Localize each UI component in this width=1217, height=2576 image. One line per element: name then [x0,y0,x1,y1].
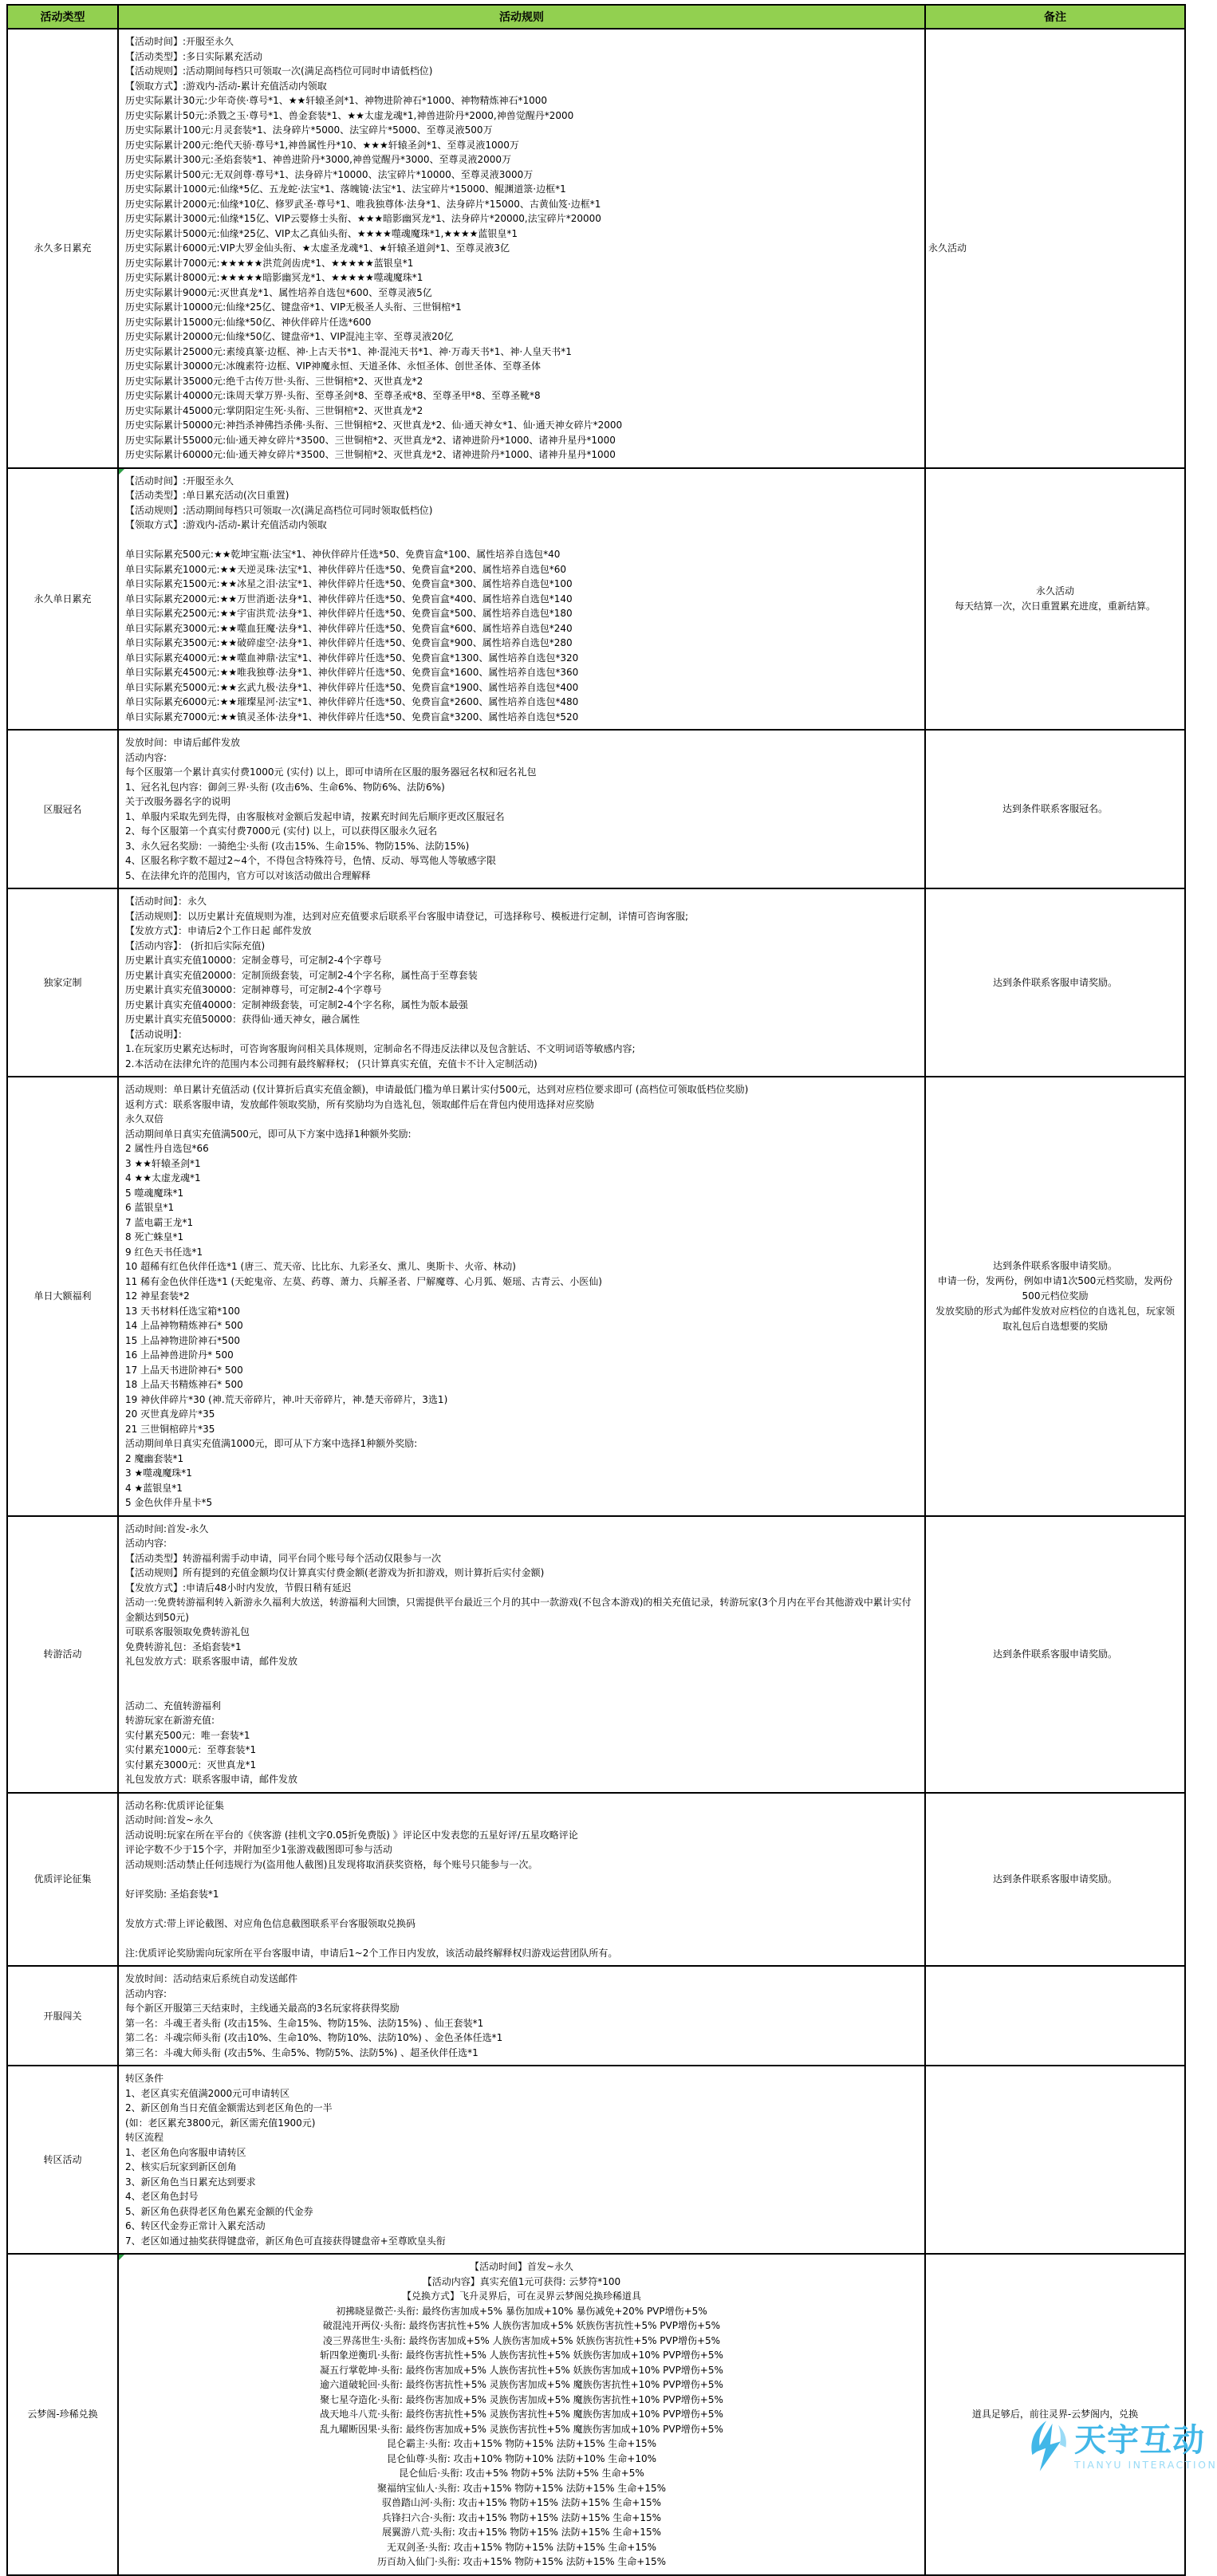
rule-line: 历史实际累计500元:无双剑尊·尊号*1、法身碎片*10000、法宝碎片*10000、至尊灵液3000万 [125,168,534,180]
activity-table-body [7,29,1185,2575]
rule-line: 活动期间单日真实充值满1000元，即可从下方案中选择1种额外奖励: [125,1438,418,1449]
rule-line: 历史实际累计200元:绝代天骄·尊号*1,神兽属性丹*10、★★★轩辕圣剑*1、至尊灵液1000万 [125,139,519,151]
activity-rules-cell-yongjiu-danri-leichong [118,468,925,731]
rule-line: 历史实际累计300元:圣焰套装*1、神兽进阶丹*3000,神兽觉醒丹*3000、至尊灵液2000万 [125,154,512,165]
rule-line: 4 ★★太虚龙魂*1 [125,1172,201,1184]
activity-rules-cell-danri-dae-fuli [118,1077,925,1516]
rule-line: 历史实际累计3000元:仙缘*15亿、VIP云婴修士头衔、★★★暗影幽冥龙*1、法身碎片*20000,法宝碎片*20000 [125,213,601,224]
rule-line: 单日实际累充4000元:★★噬血神鼎·法宝*1、神伙伴碎片任选*50、免费盲盒*1300、属性培养自选包*320 [125,652,579,664]
rule-line: 【活动时间】:开服至永久 [125,475,234,486]
rule-line: 活动时间:首发~永久 [125,1814,214,1826]
remark-cell-yongjiu-duori-leichong [925,29,1185,468]
rule-line: 历史实际累计25000元:素绫真篆·边框、神·上古天书*1、神·混沌天书*1、神·万毒天书*1、神·人皇天书*1 [125,345,572,357]
rule-line: 历史实际累计2000元:仙缘*10亿、修罗武圣·尊号*1、唯我独尊体·法身*1、法身碎片*15000、古黄仙笈·边框*1 [125,198,601,210]
remark-line: 永久活动 [1035,585,1074,597]
rule-line: 6 蓝银皇*1 [125,1202,175,1213]
rule-line: (如：老区累充3800元，新区需充值1900元) [125,2117,316,2129]
rule-line: 活动内容: [125,1987,167,1999]
rule-line: 2 魔幽套装*1 [125,1452,184,1464]
rule-line: 2.本活动在法律允许的范围内本公司拥有最终解释权； (只计算真实充值，充值卡不计入定制活动) [125,1058,538,1069]
rule-line: 活动时间:首发-永久 [125,1522,209,1534]
table-row-danri-dae-fuli [7,1077,1185,1516]
remark-line: 达到条件联系客服申请奖励。 [992,1259,1117,1271]
rule-line: 8 死亡蛛皇*1 [125,1231,184,1243]
rule-line: 17 上品天书进阶神石* 500 [125,1364,243,1376]
rule-line: 好评奖励: 圣焰套装*1 [125,1888,219,1900]
rule-line: 活动二、充值转游福利 [125,1700,222,1711]
rule-line: 初拂晓显微芒·头衔: 最终伤害加成+5% 暴伤加成+10% 暴伤减免+20% PVP增伤+5% [336,2305,707,2317]
rule-line: 每个新区开服第三天结束时，主线通关最高的3名玩家将获得奖励 [125,2003,400,2014]
rule-line: 历史实际累计1000元:仙缘*5亿、五龙蛇·法宝*1、落魄镜·法宝*1、法宝碎片*15000、鲲渊道箓·边框*1 [125,183,566,195]
header-row [7,5,1185,29]
rule-line: 聚七星夺造化·头衔: 最终伤害加成+5% 灵族伤害加成+5% 魔族伤害抗性+10% PVP增伤+5% [320,2393,723,2405]
activity-type-label-zhuanyou-huodong: 转游活动 [7,1516,118,1793]
rule-line: 【活动时间】:开服至永久 [125,36,234,47]
remark-line: 达到条件联系客服申请奖励。 [992,1873,1117,1885]
cell-comment-marker [119,2255,124,2260]
remark-line: 道具足够后，前往灵界-云梦阁内，兑换 [971,2408,1139,2420]
rule-line: 活动期间单日真实充值满500元，即可从下方案中选择1种额外奖励: [125,1128,412,1140]
rule-line: 第一名：斗魂王者头衔 (攻击15%、生命15%、物防15%、法防15%) 、仙王套装*1 [125,2017,484,2029]
table-row-zhuanyou-huodong [7,1516,1185,1793]
activity-type-label-yongjiu-duori-leichong: 永久多日累充 [7,29,118,468]
rule-line: 历史实际累计30000元:冰魄素符·边框、VIP神魔永恒、天道圣体、永恒圣体、创世圣体、至尊圣体 [125,360,542,372]
table-row-zhuanqu-huodong [7,2066,1185,2254]
rule-line: 历史实际累计30元:少年奇侠·尊号*1、★★轩辕圣剑*1、神物进阶神石*1000、神物精炼神石*1000 [125,95,547,106]
rule-line: 昆仑霸主·头衔: 攻击+15% 物防+15% 法防+15% 生命+15% [386,2438,657,2449]
rule-line: 评论字数不少于15个字，并附加至少1张游戏截图即可参与活动 [125,1844,392,1855]
rule-line: 【兑换方式】飞升灵界后，可在灵界云梦阁兑换珍稀道具 [401,2290,641,2302]
rule-line: 1.在玩家历史累充达标时，可咨询客服询问相关具体规则，定制命名不得违反法律以及包含脏话、不文明词语等敏感内容; [125,1043,636,1054]
rule-line: 兵锋扫六合·头衔: 攻击+15% 物防+15% 法防+15% 生命+15% [381,2511,662,2523]
remark-cell-yunmengge-zhenxi-duihuan [925,2254,1185,2575]
rule-line: 转区条件 [125,2073,164,2084]
activity-rules-cell-yongjiu-duori-leichong [118,29,925,468]
rule-line: 4、老区角色封号 [125,2191,199,2202]
rule-line: 单日实际累充500元:★★乾坤宝瓶·法宝*1、神伙伴碎片任选*50、免费盲盒*100、属性培养自选包*40 [125,549,561,560]
rule-line: 历史实际累计6000元:VIP大罗金仙头衔、★太虚圣龙魂*1、★轩辕圣道剑*1、至尊灵液3亿 [125,242,510,254]
rule-line: 3 ★噬魂魔珠*1 [125,1467,192,1479]
activity-type-label-dujia-dingzhi: 独家定制 [7,888,118,1077]
remark-line: 发放奖励的形式为邮件发放对应档位的自选礼包，玩家领取礼包后自选想要的奖励 [935,1305,1175,1332]
rule-line: 【活动规则】：以历史累计充值规则为准，达到对应充值要求后联系平台客服申请登记，可选择称号、模板进行定制，详情可咨询客服; [125,910,689,922]
watermark-title: 天宇互动 [1074,2422,1205,2459]
header-activity-type: 活动类型 [7,5,118,29]
rule-line: 永久双倍 [125,1113,164,1125]
activity-rules-cell-dujia-dingzhi [118,888,925,1077]
activity-type-label-zhuanqu-huodong: 转区活动 [7,2066,118,2254]
rule-line: 实付累充500元：唯一套装*1 [125,1729,250,1741]
rule-line: 转区流程 [125,2132,164,2143]
rule-line: 每个区服第一个累计真实付费1000元 (实付) 以上，即可申请所在区服的服务器冠名权和冠名礼包 [125,766,537,778]
rule-line: 【活动时间】首发~永久 [469,2261,574,2272]
remark-cell-zhuanqu-huodong [925,2066,1185,2254]
rule-line: 单日实际累充1000元:★★天逆灵珠·法宝*1、神伙伴碎片任选*50、免费盲盒*200、属性培养自选包*60 [125,563,566,575]
rule-line: 发放时间：活动结束后系统自动发送邮件 [125,1973,298,1984]
rule-line: 3 ★★轩辕圣剑*1 [125,1157,201,1169]
header-remark: 备注 [925,5,1185,29]
rule-line: 乱九曜断因果·头衔: 最终伤害加成+5% 灵族伤害抗性+5% 魔族伤害加成+10% PVP增伤+5% [320,2423,723,2435]
rule-line: 单日实际累充1500元:★★冰星之泪·法宝*1、神伙伴碎片任选*50、免费盲盒*300、属性培养自选包*100 [125,578,573,589]
remark-line: 达到条件联系客服冠名。 [1002,803,1108,814]
rule-line: 2、新区创角当日充值金额需达到老区角色的一半 [125,2102,333,2113]
rule-line: 昆仑仙后·头衔: 攻击+5% 物防+5% 法防+5% 生命+5% [399,2468,644,2479]
rule-line: 单日实际累充2500元:★★宇宙洪荒·法身*1、神伙伴碎片任选*50、免费盲盒*500、属性培养自选包*180 [125,608,573,619]
rule-line: 历史实际累计10000元:仙缘*25亿、键盘帝*1、VIP无极圣人头衔、三世铜棺*1 [125,301,462,313]
rule-line: 活动名称:优质评论征集 [125,1799,225,1811]
rule-line: 2、核实后玩家到新区创角 [125,2161,237,2172]
rule-line: 4、区服名称字数不超过2~4个，不得包含特殊符号，色情、反动、辱骂他人等敏感字限 [125,855,496,866]
rule-line: 历史实际累计50000元:神挡杀神佛挡杀佛·头衔、三世铜棺*2、灭世真龙*2、仙·通天神女*1、仙·通天神女碎片*2000 [125,419,623,431]
rule-line: 第三名：斗魂大师头衔 (攻击5%、生命5%、物防5%、法防5%) 、超圣伙伴任选*1 [125,2046,479,2058]
remark-cell-zhuanyou-huodong [925,1516,1185,1793]
table-row-yongjiu-duori-leichong [7,29,1185,468]
rule-line: 逾六道破轮回·头衔: 最终伤害抗性+5% 灵族伤害加成+5% 魔族伤害抗性+10% PVP增伤+5% [320,2379,723,2390]
rule-line: 1、老区真实充值满2000元可申请转区 [125,2087,290,2099]
rule-line: 20 灭世真龙碎片*35 [125,1408,215,1420]
activity-rules-cell-yunmengge-zhenxi-duihuan [118,2254,925,2575]
rule-line: 【活动规则】:活动期间每档只可领取一次(满足高档位可同时申请低档位) [125,65,433,77]
rule-line: 3、新区角色当日累充达到要求 [125,2176,256,2188]
table-header [7,5,1185,29]
remark-line: 达到条件联系客服申请奖励。 [992,976,1117,988]
remark-line: 每天结算一次，次日重置累充进度，重新结算。 [954,600,1156,612]
rule-line: 历史实际累计35000元:绝千古传万世·头衔、三世铜棺*2、灭世真龙*2 [125,375,423,387]
rule-line: 展翼游八荒·头衔: 攻击+15% 物防+15% 法防+15% 生命+15% [381,2527,662,2538]
rule-line: 19 神伙伴碎片*30 (神.荒天帝碎片，神.叶天帝碎片，神.楚天帝碎片，3选1) [125,1393,448,1405]
rule-line: 【活动类型】转游福利需手动申请，同平台同个账号每个活动仅限参与一次 [125,1552,442,1564]
rule-line: 10 超稀有红色伙伴任选*1 (唐三、荒天帝、比比东、九彩圣女、熏儿、奥斯卡、火帝、林动) [125,1261,516,1272]
watermark-subtitle: TIANYU INTERACTION [1074,2459,1217,2471]
rule-line: 注:优质评论奖励需向玩家所在平台客服申请，申请后1~2个工作日内发放，该活动最终解释权归游戏运营团队所有。 [125,1947,618,1959]
rule-line: 礼包发放方式：联系客服申请，邮件发放 [125,1656,298,1667]
rule-line: 历史实际累计45000元:掌阴阳定生死·头衔、三世铜棺*2、灭世真龙*2 [125,404,423,416]
rule-line: 驭兽踏山河·头衔: 攻击+15% 物防+15% 法防+15% 生命+15% [381,2497,662,2508]
rule-line: 21 三世铜棺碎片*35 [125,1423,215,1435]
rule-line: 活动说明:玩家在所在平台的《侠客游 (挂机文字0.05折免费版) 》评论区中发表您的五星好评/五星攻略评论 [125,1829,578,1841]
rule-line: 单日实际累充3500元:★★破碎虚空·法身*1、神伙伴碎片任选*50、免费盲盒*900、属性培养自选包*280 [125,637,573,648]
rule-line: 活动内容: [125,751,167,763]
rule-line: 活动规则：单日累计充值活动 (仅计算折后真实充值金额)，申请最低门槛为单日累计实付500元，达到对应档位要求即可 (高档位可领取低档位奖励) [125,1084,749,1095]
activity-type-label-danri-dae-fuli: 单日大额福利 [7,1077,118,1516]
rule-line: 发放方式:带上评论截图、对应角色信息截图联系平台客服领取兑换码 [125,1917,416,1929]
remark-line: 永久活动 [928,242,967,254]
remark-cell-dujia-dingzhi [925,888,1185,1077]
rule-line: 历史实际累计7000元:★★★★★洪荒剑齿虎*1、★★★★★蓝银皇*1 [125,257,414,269]
remark-cell-danri-dae-fuli [925,1077,1185,1516]
table-row-yunmengge-zhenxi-duihuan [7,2254,1185,2575]
rule-line: 13 天书材料任选宝箱*100 [125,1305,240,1317]
rule-line: 2 属性丹自选包*66 [125,1143,209,1154]
table-row-kaifu-chuangguan [7,1966,1185,2066]
rule-line: 历史实际累计8000元:★★★★★暗影幽冥龙*1、★★★★★噬魂魔珠*1 [125,272,423,283]
rule-line: 【发放方式】：申请后2个工作日起 邮件发放 [125,925,312,936]
rule-line: 11 稀有金色伙伴任选*1 (天蛇鬼帝、左莫、药尊、萧力、兵解圣者、尸解魔尊、心月狐、姬瑶、古青云、小医仙) [125,1275,602,1287]
rule-line: 单日实际累充7000元:★★镇灵圣体·法身*1、神伙伴碎片任选*50、免费盲盒*3200、属性培养自选包*520 [125,711,579,723]
rule-line: 5、在法律允许的范围内，官方可以对该活动做出合理解释 [125,869,371,881]
rule-line: 【活动类型】:多日实际累充活动 [125,50,263,62]
table-row-dujia-dingzhi [7,888,1185,1077]
rule-line: 历史实际累计100元:月灵套装*1、法身碎片*5000、法宝碎片*5000、至尊灵液500万 [125,124,493,136]
remark-cell-yongjiu-danri-leichong [925,468,1185,731]
table-row-qufu-guanming [7,730,1185,888]
rule-line: 历史累计真实充值50000：获得仙·通天神女，融合属性 [125,1014,360,1025]
rule-line: 礼包发放方式：联系客服申请，邮件发放 [125,1774,298,1785]
rule-line: 16 上品神兽进阶丹* 500 [125,1349,234,1361]
rule-line: 历史累计真实充值30000：定制神尊号，可定制2-4个字尊号 [125,984,382,995]
activity-rules-table [6,4,1186,2576]
rule-line: 7 蓝电霸王龙*1 [125,1216,194,1228]
rule-line: 5 金色伙伴升星卡*5 [125,1497,213,1508]
rule-line: 【活动类型】:单日累充活动(次日重置) [125,490,289,501]
rule-line: 6、转区代金券正常计入累充活动 [125,2220,266,2231]
rule-line: 【活动规则】:活动期间每档只可领取一次(满足高档位可同时领取低档位) [125,504,433,516]
rule-line: 免费转游礼包：圣焰套装*1 [125,1641,242,1652]
rule-line: 1、老区角色向客服申请转区 [125,2146,246,2158]
rule-line: 7、老区如通过抽奖获得键盘帝，新区角色可直接获得键盘帝+至尊欧皇头衔 [125,2235,446,2247]
rule-line: 斩四象逆衡玑·头衔: 最终伤害抗性+5% 人族伤害抗性+5% 妖族伤害加成+10% PVP增伤+5% [320,2350,723,2361]
rule-line [125,533,918,548]
rule-line: 历史累计真实充值10000：定制金尊号，可定制2-4个字尊号 [125,955,382,966]
rule-line: 4 ★蓝银皇*1 [125,1482,183,1494]
activity-rules-cell-zhuanyou-huodong [118,1516,925,1793]
rule-line: 实付累充1000元：至尊套装*1 [125,1744,257,1755]
rule-line [125,1684,918,1699]
table-row-yongjiu-danri-leichong [7,468,1185,731]
rule-line: 1、单服内采取先到先得，由客服核对金额后发起申请，按累充时间先后顺序更改区服冠名 [125,810,505,822]
rule-line: 3、永久冠名奖励：一骑绝尘·头衔 (攻击15%、生命15%、物防15%、法防15%) [125,840,470,852]
rule-line: 活动规则:活动禁止任何违规行为(盗用他人截图)且发现将取消获奖资格，每个账号只能参与一次。 [125,1858,538,1870]
table-row-youzhi-pinglun-zhengji [7,1793,1185,1967]
rule-line: 历史实际累计9000元:灭世真龙*1、属性培养自选包*600、至尊灵液5亿 [125,286,432,298]
rule-line: 1、冠名礼包内容：御剑三界·头衔 (攻击6%、生命6%、物防6%、法防6%) [125,781,445,793]
activity-rules-cell-zhuanqu-huodong [118,2066,925,2254]
rule-line: 昆仑仙尊·头衔: 攻击+10% 物防+10% 法防+10% 生命+10% [386,2452,657,2464]
rule-line: 历史累计真实充值20000：定制顶级套装，可定制2-4个字名称，属性高于至尊套装 [125,969,478,981]
rule-line: 凌三界荡世生·头衔: 最终伤害加成+5% 人族伤害加成+5% 妖族伤害抗性+5% PVP增伤+5% [322,2334,721,2346]
rule-line: 单日实际累充6000元:★★璀璨星河·法宝*1、神伙伴碎片任选*50、免费盲盒*2600、属性培养自选包*480 [125,696,579,707]
rule-line: 18 上品天书精炼神石* 500 [125,1379,243,1390]
rule-line: 【活动内容】真实充值1元可获得: 云梦符*100 [422,2275,621,2287]
rule-line: 历史实际累计15000元:仙缘*50亿、神伙伴碎片任选*600 [125,316,372,328]
rule-line: 实付累充3000元：灭世真龙*1 [125,1759,257,1771]
rule-line: 聚福纳宝仙人·头衔: 攻击+15% 物防+15% 法防+15% 生命+15% [376,2482,667,2494]
rule-line: 可联系客服领取免费转游礼包 [125,1626,250,1637]
rule-line: 破混沌开两仪·头衔: 最终伤害抗性+5% 人族伤害加成+5% 妖族伤害抗性+5% PVP增伤+5% [322,2320,721,2331]
rule-line: 9 红色天书任选*1 [125,1246,203,1258]
rule-line: 历史累计真实充值40000：定制神级套装，可定制2-4个字名称，属性为版本最强 [125,998,468,1010]
rule-line: 关于改服务器名字的说明 [125,796,231,807]
remark-cell-kaifu-chuangguan [925,1966,1185,2066]
rule-line: 历史实际累计5000元:仙缘*25亿、VIP太乙真仙头衔、★★★★噬魂魔珠*1,★★★★蓝银皇*1 [125,227,518,239]
rule-line: 活动内容: [125,1538,167,1549]
rule-line: 单日实际累充3000元:★★噬血狂魔·法身*1、神伙伴碎片任选*50、免费盲盒*600、属性培养自选包*240 [125,622,573,634]
rule-line: 发放时间：申请后邮件发放 [125,737,241,748]
rule-line: 15 上品神物进阶神石*500 [125,1334,240,1346]
remark-cell-qufu-guanming [925,730,1185,888]
rule-line: 【活动时间】：永久 [125,896,207,907]
rule-line: 历史实际累计20000元:仙缘*50亿、键盘帝*1、VIP混沌主宰、至尊灵液20亿 [125,331,454,342]
rule-line: 【发放方式】:申请后48小时内发放，节假日稍有延迟 [125,1581,352,1593]
rule-line: 【活动内容】： (折扣后实际充值) [125,939,266,951]
rule-line: 单日实际累充5000元:★★玄武九极·法身*1、神伙伴碎片任选*50、免费盲盒*1900、属性培养自选包*400 [125,681,579,693]
rule-line: 历史实际累计40000元:诛周天掌万界·头衔、至尊圣剑*8、至尊圣戒*8、至尊圣甲*8、至尊圣靴*8 [125,390,541,401]
rule-line: 历史实际累计50元:杀戮之玉·尊号*1、兽金套装*1、★★太虚龙魂*1,神兽进阶丹*2000,神兽觉醒丹*2000 [125,109,574,121]
rule-line: 历史实际累计55000元:仙·通天神女碎片*3500、三世铜棺*2、灭世真龙*2、诸神进阶丹*1000、诸神升星丹*1000 [125,434,616,446]
remark-line: 申请一份，发两份，例如申请1次500元档奖励，发两份500元档位奖励 [937,1274,1173,1302]
activity-type-label-yongjiu-danri-leichong: 永久单日累充 [7,468,118,731]
rule-line: 14 上品神物精炼神石* 500 [125,1320,243,1331]
rule-line [125,1931,918,1946]
rule-line: 无双剑圣·头衔: 攻击+15% 物防+15% 法防+15% 生命+15% [386,2541,657,2553]
activity-type-label-yunmengge-zhenxi-duihuan: 云梦阁-珍稀兑换 [7,2254,118,2575]
cell-comment-marker [119,469,124,475]
rule-line: 活动一:免费转游福利转入新游永久福利大放送，转游福利大回馈，只需提供平台最近三个月的其中一款游戏(不包含本游戏)的相关充值记录，转游玩家(3个月内在平台其他游戏中累计实付金额达到50元) [125,1597,912,1623]
activity-rules-cell-kaifu-chuangguan [118,1966,925,2066]
rule-line: 5、新区角色获得老区角色累充金额的代金券 [125,2205,313,2217]
activity-rules-cell-youzhi-pinglun-zhengji [118,1793,925,1967]
rule-line [125,1669,918,1684]
header-activity-rules: 活动规则 [118,5,925,29]
rule-line: 转游玩家在新游充值: [125,1715,215,1726]
rule-line: 单日实际累充2000元:★★万世消逝·法身*1、神伙伴碎片任选*50、免费盲盒*400、属性培养自选包*140 [125,593,573,605]
rule-line: 历百劫入仙门·头衔: 攻击+15% 物防+15% 法防+15% 生命+15% [376,2556,667,2567]
rule-line [125,1901,918,1916]
rule-line [125,1872,918,1887]
rule-line: 【活动规则】所有提到的充值金额均仅计算真实付费金额(老游戏为折扣游戏，则计算折后实付金额) [125,1567,545,1578]
rule-line: 第二名：斗魂宗师头衔 (攻击10%、生命10%、物防10%、法防10%) 、金色圣体任选*1 [125,2032,503,2043]
rule-line: 【活动说明】： [125,1028,188,1040]
activity-type-label-qufu-guanming: 区服冠名 [7,730,118,888]
rule-line: 12 神星套装*2 [125,1290,190,1302]
rule-line: 5 噬魂魔珠*1 [125,1187,184,1199]
activity-rules-cell-qufu-guanming [118,730,925,888]
activity-type-label-kaifu-chuangguan: 开服闯关 [7,1966,118,2066]
rule-line: 凝五行掌乾坤·头衔: 最终伤害加成+5% 人族伤害抗性+5% 妖族伤害加成+10% PVP增伤+5% [320,2364,723,2376]
rule-line: 战天地斗八荒·头衔: 最终伤害抗性+5% 灵族伤害抗性+5% 魔族伤害加成+10% PVP增伤+5% [320,2409,723,2420]
remark-cell-youzhi-pinglun-zhengji [925,1793,1185,1967]
rule-line: 【领取方式】:游戏内-活动-累计充值活动内领取 [125,519,327,530]
rule-line: 【领取方式】:游戏内-活动-累计充值活动内领取 [125,80,327,92]
rule-line: 2、每个区服第一个真实付费7000元 (实付) 以上，可以获得区服永久冠名 [125,825,438,837]
remark-line: 达到条件联系客服申请奖励。 [992,1648,1117,1660]
rule-line: 历史实际累计60000元:仙·通天神女碎片*3500、三世铜棺*2、灭世真龙*2、诸神进阶丹*1000、诸神升星丹*1000 [125,449,616,460]
rule-line: 单日实际累充4500元:★★唯我独尊·法身*1、神伙伴碎片任选*50、免费盲盒*1600、属性培养自选包*360 [125,667,579,678]
activity-type-label-youzhi-pinglun-zhengji: 优质评论征集 [7,1793,118,1967]
rule-line: 返利方式：联系客服申请，发放邮件领取奖励，所有奖励均为自选礼包，领取邮件后在背包内使用选择对应奖励 [125,1098,595,1110]
